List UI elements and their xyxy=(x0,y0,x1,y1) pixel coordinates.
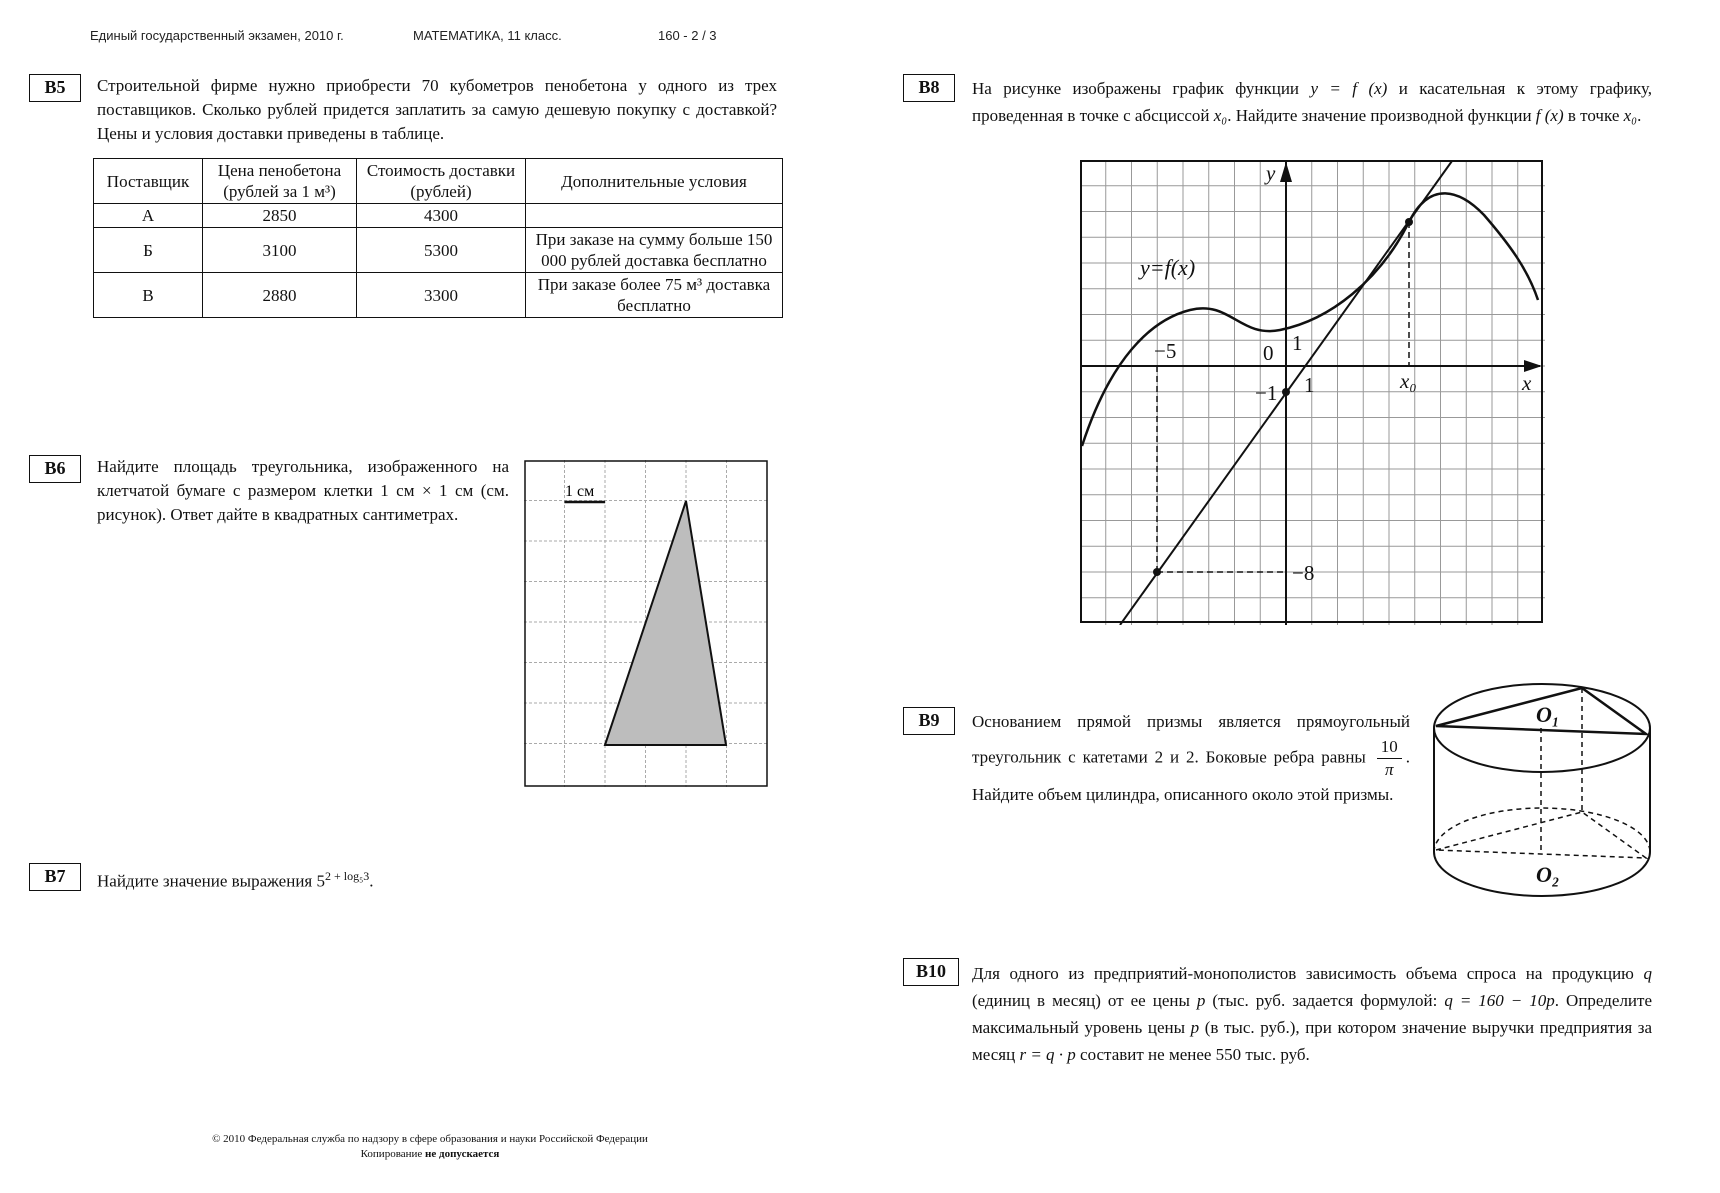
cell: При заказе более 75 м³ доставка бесплатно xyxy=(526,273,783,318)
cell: А xyxy=(94,204,203,228)
b8-fx: f (x) xyxy=(1535,106,1564,125)
task-b6-tag: B6 xyxy=(29,455,81,483)
tick-y-1: 1 xyxy=(1292,331,1303,355)
b7-base: 5 xyxy=(316,871,325,891)
b10-revenue: r = q · p xyxy=(1019,1045,1076,1064)
tick-x-1: 1 xyxy=(1304,373,1315,397)
tick-y-neg8: −8 xyxy=(1292,561,1315,585)
b10-t2: (единиц в месяц) от ее цены xyxy=(972,991,1197,1010)
b10-q: q xyxy=(1643,964,1652,983)
col-price: Цена пенобетона (рублей за 1 м³) xyxy=(203,159,357,204)
function-graph xyxy=(1080,160,1545,625)
cylinder-prism-figure xyxy=(1432,682,1652,904)
table-row xyxy=(94,204,783,228)
task-b9-text xyxy=(972,708,1410,809)
triangle-figure xyxy=(524,460,768,787)
task-b8-tag: B8 xyxy=(903,74,955,102)
task-b5-tag: B5 xyxy=(29,74,81,102)
cylinder-bottom-center-label: O₂ xyxy=(1536,862,1560,887)
x0-label: x₀ xyxy=(1400,369,1417,393)
b8-x0: x₀ xyxy=(1213,106,1228,125)
b7-exponent: 2 + log₅3 xyxy=(324,869,370,883)
header-exam: Единый государственный экзамен, 2010 г. xyxy=(90,28,344,43)
task-b7-tag: B7 xyxy=(29,863,81,891)
b10-t4: . Определите максимальный уровень цены xyxy=(972,991,1653,1037)
tangent-point-neg5 xyxy=(1153,568,1161,576)
task-b7-text xyxy=(97,864,697,894)
b8-func: y = f (x) xyxy=(1310,79,1388,98)
col-delivery: Стоимость доставки (рублей) xyxy=(357,159,526,204)
b10-formula: q = 160 − 10p xyxy=(1444,991,1555,1010)
cylinder-top-center-label: O₁ xyxy=(1536,702,1560,727)
function-curve xyxy=(1082,193,1538,446)
tangent-point-y-intercept xyxy=(1282,388,1290,396)
curve-label: y=f(x) xyxy=(1140,255,1196,280)
suppliers-table xyxy=(93,158,783,318)
b10-t1: Для одного из предприятий-монополистов зависимость объема спроса на продукцию xyxy=(972,964,1644,983)
table-row xyxy=(94,273,783,318)
triangle-shape xyxy=(605,501,726,745)
task-b5-text: Строительной фирме нужно приобрести 70 кубометров пенобетона у одного из трех поставщиков. Сколько рублей придется заплатить за самую дешевую покупку с доставкой? Цены и условия доставки приведены в таблице. xyxy=(97,76,777,143)
b10-p: p xyxy=(1196,991,1206,1010)
cell: 2880 xyxy=(203,273,357,318)
table-header-row xyxy=(94,159,783,204)
b8-text-e: . xyxy=(1637,106,1642,125)
cell: При заказе на сумму больше 150 000 рублей доставка бесплатно xyxy=(526,228,783,273)
cell: 4300 xyxy=(357,204,526,228)
b9-fraction xyxy=(1377,736,1402,781)
b8-text-c: . Найдите значение производной функции xyxy=(1227,106,1536,125)
b10-p-b: p xyxy=(1190,1018,1200,1037)
footer-copyright: © 2010 Федеральная служба по надзору в сфере образования и науки Российской Федерации xyxy=(212,1133,648,1145)
x-axis-label: x xyxy=(1522,371,1532,395)
cell xyxy=(526,204,783,228)
b7-text-before: Найдите значение выражения xyxy=(97,871,317,891)
b8-text-b: и касательная к этому графику, проведенная в точке с абсциссой xyxy=(972,79,1652,125)
task-b9-tag: B9 xyxy=(903,707,955,735)
b9-frac-num: 10 xyxy=(1377,736,1402,759)
footer-copy-prefix: Копирование xyxy=(360,1148,426,1160)
b10-t6: составит не менее 550 тыс. руб. xyxy=(1075,1045,1310,1064)
origin-label: 0 xyxy=(1263,341,1274,365)
b10-t5: (в тыс. руб.), при котором значение выручки предприятия за месяц xyxy=(972,1018,1652,1064)
scale-label: 1 см xyxy=(565,483,595,500)
task-b10-tag: B10 xyxy=(903,958,959,986)
b9-text-a: Основанием прямой призмы является прямоугольный треугольник с катетами 2 и 2. Боковые ребра равны xyxy=(972,712,1410,767)
b8-text-d: в точке xyxy=(1563,106,1624,125)
cell: 5300 xyxy=(357,228,526,273)
b8-text-a: На рисунке изображены график функции xyxy=(972,79,1311,98)
task-b8-text xyxy=(972,75,1652,129)
footer-copy-notice xyxy=(160,1147,700,1162)
b10-t3: (тыс. руб. задается формулой: xyxy=(1205,991,1445,1010)
table-row xyxy=(94,228,783,273)
footer xyxy=(160,1132,700,1162)
task-b10-text xyxy=(972,960,1652,1068)
y-axis-arrow-icon xyxy=(1280,162,1292,182)
header-page: 160 - 2 / 3 xyxy=(658,28,717,43)
header-subject: МАТЕМАТИКА, 11 класс. xyxy=(413,28,562,43)
cell: 2850 xyxy=(203,204,357,228)
col-conditions: Дополнительные условия xyxy=(526,159,783,204)
cell: 3100 xyxy=(203,228,357,273)
y-axis-label: y xyxy=(1266,161,1276,185)
b7-text-after: . xyxy=(369,871,374,891)
footer-copy-bold: не допускается xyxy=(425,1148,500,1160)
cell: 3300 xyxy=(357,273,526,318)
col-supplier: Поставщик xyxy=(94,159,203,204)
tangent-point-x0 xyxy=(1405,218,1413,226)
b9-frac-den: π xyxy=(1384,760,1394,779)
tick-x-neg5: −5 xyxy=(1154,339,1177,363)
cell: В xyxy=(94,273,203,318)
task-b6-text: Найдите площадь треугольника, изображенного на клетчатой бумаге с размером клетки 1 см × 1 см (см. рисунок). Ответ дайте в квадратных сантиметрах. xyxy=(97,457,509,524)
b8-x0-b: x₀ xyxy=(1623,106,1638,125)
cell: Б xyxy=(94,228,203,273)
b9-text-b: . Найдите объем цилиндра, описанного около этой призмы. xyxy=(972,747,1410,804)
tick-y-neg1: −1 xyxy=(1255,381,1278,405)
